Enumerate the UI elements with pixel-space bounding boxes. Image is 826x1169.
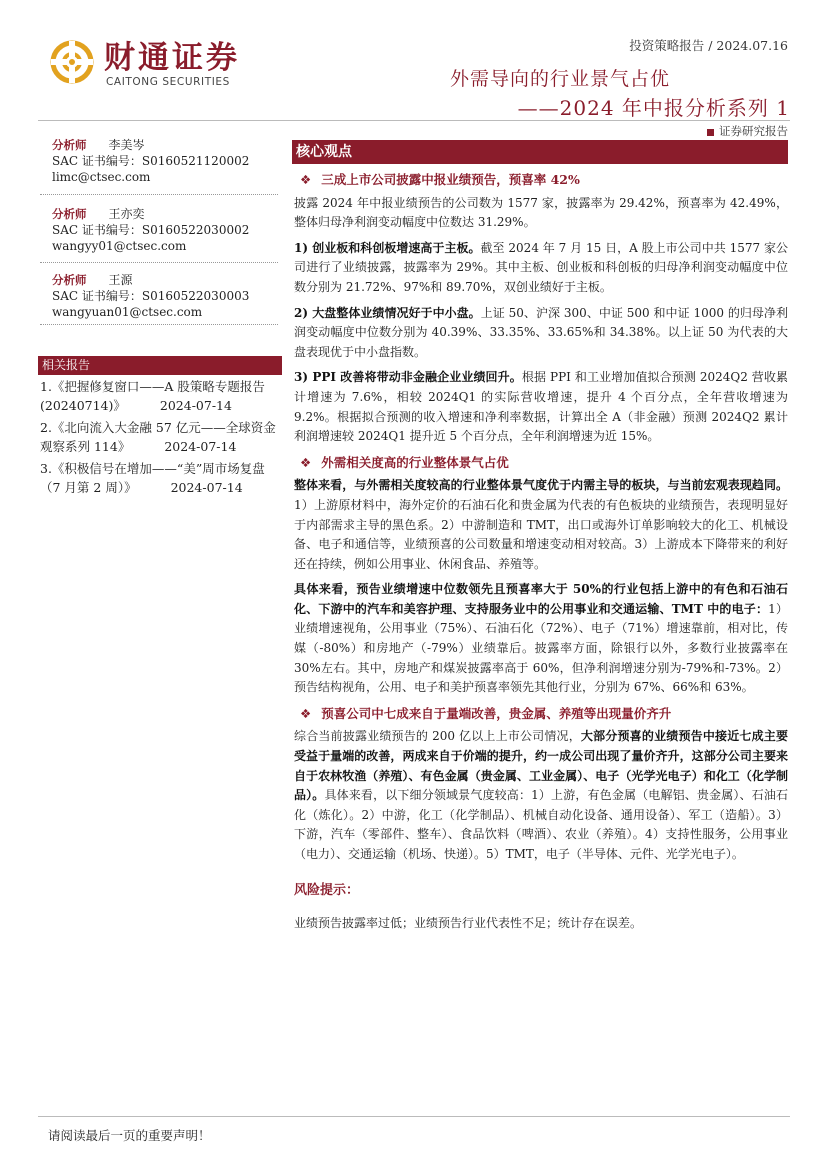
- paragraph: 整体来看，与外需相关度较高的行业整体景气度优于内需主导的板块，与当前宏观表现趋同。1）上游原材料中，海外定价的石油石化和贵金属为代表的有色板块的业绩预告，表现明显好于内部需求主导的黑色系。2）中游制造和 TMT，出口或海外订单影响较大的化工、机械设备、电子和通信等，业绩预喜的公司数量和增速变动相对较高。3）上游成本下降带来的利好还在持续，例如公用事业、休闲食品、养殖等。: [294, 478, 788, 571]
- analyst-name: 李美岑: [108, 138, 145, 152]
- analyst-sac: SAC 证书编号：S0160522030002: [52, 223, 250, 237]
- analyst-card: 分析师 李美岑 SAC 证书编号：S0160521120002 limc@ctsec.com: [52, 138, 250, 184]
- risk-heading: 风险提示：: [294, 882, 360, 898]
- analyst-email: wangyuan01@ctsec.com: [52, 305, 203, 319]
- related-report-item[interactable]: 1.《把握修复窗口——A 股策略专题报告(20240714)》 2024-07-14: [40, 379, 265, 413]
- analyst-email: limc@ctsec.com: [52, 170, 151, 184]
- section-heading: ❖ 预喜公司中七成来自于量端改善，贵金属、养殖等出现量价齐升: [300, 705, 672, 721]
- logo-english: CAITONG SECURITIES: [106, 76, 230, 88]
- header-divider: [38, 120, 790, 121]
- paragraph: 2) 大盘整体业绩情况好于中小盘。上证 50、沪深 300、中证 500 和中证 1000 的归母净利润变动幅度中位数分别为 40.39%、33.35%、33.65%和 34.38%。以上证 50 为代表的大盘表现优于中小盘指数。: [294, 305, 788, 359]
- analyst-name: 王亦奕: [108, 207, 145, 221]
- section-heading: ❖ 外需相关度高的行业整体景气占优: [300, 454, 509, 470]
- logo-chinese: 财通证券: [104, 40, 240, 76]
- report-badge: 证券研究报告: [707, 123, 788, 139]
- analyst-name: 王源: [108, 273, 133, 287]
- footer-divider: [38, 1116, 790, 1117]
- analyst-sac: SAC 证书编号：S0160522030003: [52, 289, 250, 303]
- paragraph: 具体来看，预告业绩增速中位数领先且预喜率大于 50%的行业包括上游中的有色和石油石化、下游中的汽车和美容护理、支持服务业中的公用事业和交通运输、TMT 中的电子：1）业绩增速视角，公用事业（75%）、石油石化（72%）、电子（71%）增速靠前，相对比，传媒（-80%）和房地产（-79%）业绩靠后。披露率方面，除银行以外，多数行业披露率在 30%左右。其中，房地产和煤炭披露率高于 60%，但净利润增速分别为-79%和-73%。2）预告结构视角，公用、电子和美护预喜率领先其他行业，分别为 67%、66%和 63%。: [294, 582, 788, 695]
- diamond-bullet-icon: ❖: [300, 172, 312, 187]
- paragraph: 3) PPI 改善将带动非金融企业业绩回升。根据 PPI 和工业增加值拟合预测 2024Q2 营收累计增速为 7.6%，相较 2024Q1 的实际营收增速，提升 4 个百分点，全年营收增速为 9.2%。根据拟合预测的收入增速和净利率数据，计算出全 A（非金融）预测 2024Q2 累计利润增速较 2024Q1 提升近 5 个百分点，全年利润增速为近 15%。: [294, 370, 788, 444]
- core-viewpoints-body: [294, 166, 788, 940]
- footer-disclaimer: 请阅读最后一页的重要声明！: [48, 1128, 211, 1143]
- report-type-date: 投资策略报告 / 2024.07.16: [629, 38, 788, 53]
- related-report-item[interactable]: 3.《积极信号在增加——“美”周市场复盘（7 月第 2 周）》 2024-07-14: [40, 461, 265, 495]
- square-bullet-icon: [707, 129, 714, 136]
- diamond-bullet-icon: ❖: [300, 705, 312, 721]
- risk-text: 业绩预告披露率过低；业绩预告行业代表性不足；统计存在误差。: [294, 916, 643, 931]
- report-title: 外需导向的行业景气占优: [449, 68, 670, 90]
- section-heading: ❖ 三成上市公司披露中报业绩预告，预喜率 42%: [300, 172, 580, 187]
- analyst-card: 分析师 王源 SAC 证书编号：S0160522030003 wangyuan01@ctsec.com: [52, 273, 250, 319]
- divider: [40, 262, 278, 263]
- related-reports-list: [40, 377, 280, 500]
- diamond-bullet-icon: ❖: [300, 454, 312, 470]
- paragraph: 综合当前披露业绩预告的 200 亿以上上市公司情况，大部分预喜的业绩预告中接近七成主要受益于量端的改善，两成来自于价端的提升，约一成公司出现了量价齐升，这部分公司主要来自于农林牧渔（养殖）、有色金属（贵金属、工业金属）、电子（光学光电子）和化工（化学制品）。具体来看，以下细分领域景气度较高：1）上游，有色金属（电解铝、贵金属）、石油石化（炼化）。2）中游，化工（化学制品）、机械自动化设备、通用设备）、军工（造船）。3）下游，汽车（零部件、整车）、食品饮料（啤酒）、农业（养殖）。4）支持性服务，公用事业（电力）、交通运输（机场、快递）。5）TMT，电子（半导体、元件、光学光电子）。: [294, 729, 788, 861]
- analyst-email: wangyy01@ctsec.com: [52, 239, 187, 253]
- analyst-card: 分析师 王亦奕 SAC 证书编号：S0160522030002 wangyy01@ctsec.com: [52, 207, 250, 253]
- paragraph: 披露 2024 年中报业绩预告的公司数为 1577 家，披露率为 29.42%，预喜率为 42.49%，整体归母净利润变动幅度中位数达 31.29%。: [294, 195, 788, 230]
- paragraph: 1) 创业板和科创板增速高于主板。截至 2024 年 7 月 15 日，A 股上市公司中共 1577 家公司进行了业绩披露，披露率为 29%。其中主板、创业板和科创板的归母净利润变动幅度中位数分别为 21.72%、97%和 89.70%，双创业绩好于主板。: [294, 240, 788, 294]
- divider: [40, 194, 278, 195]
- related-report-item[interactable]: 2.《北向流入大金融 57 亿元——全球资金观察系列 114》 2024-07-14: [40, 420, 276, 454]
- report-subtitle: ——2024 年中报分析系列 1: [517, 96, 790, 120]
- related-reports-header: 相关报告: [38, 356, 282, 375]
- caitong-logo-icon: [50, 40, 94, 84]
- divider: [40, 324, 278, 325]
- core-viewpoints-header: 核心观点: [292, 140, 788, 164]
- analyst-sac: SAC 证书编号：S0160521120002: [52, 154, 250, 168]
